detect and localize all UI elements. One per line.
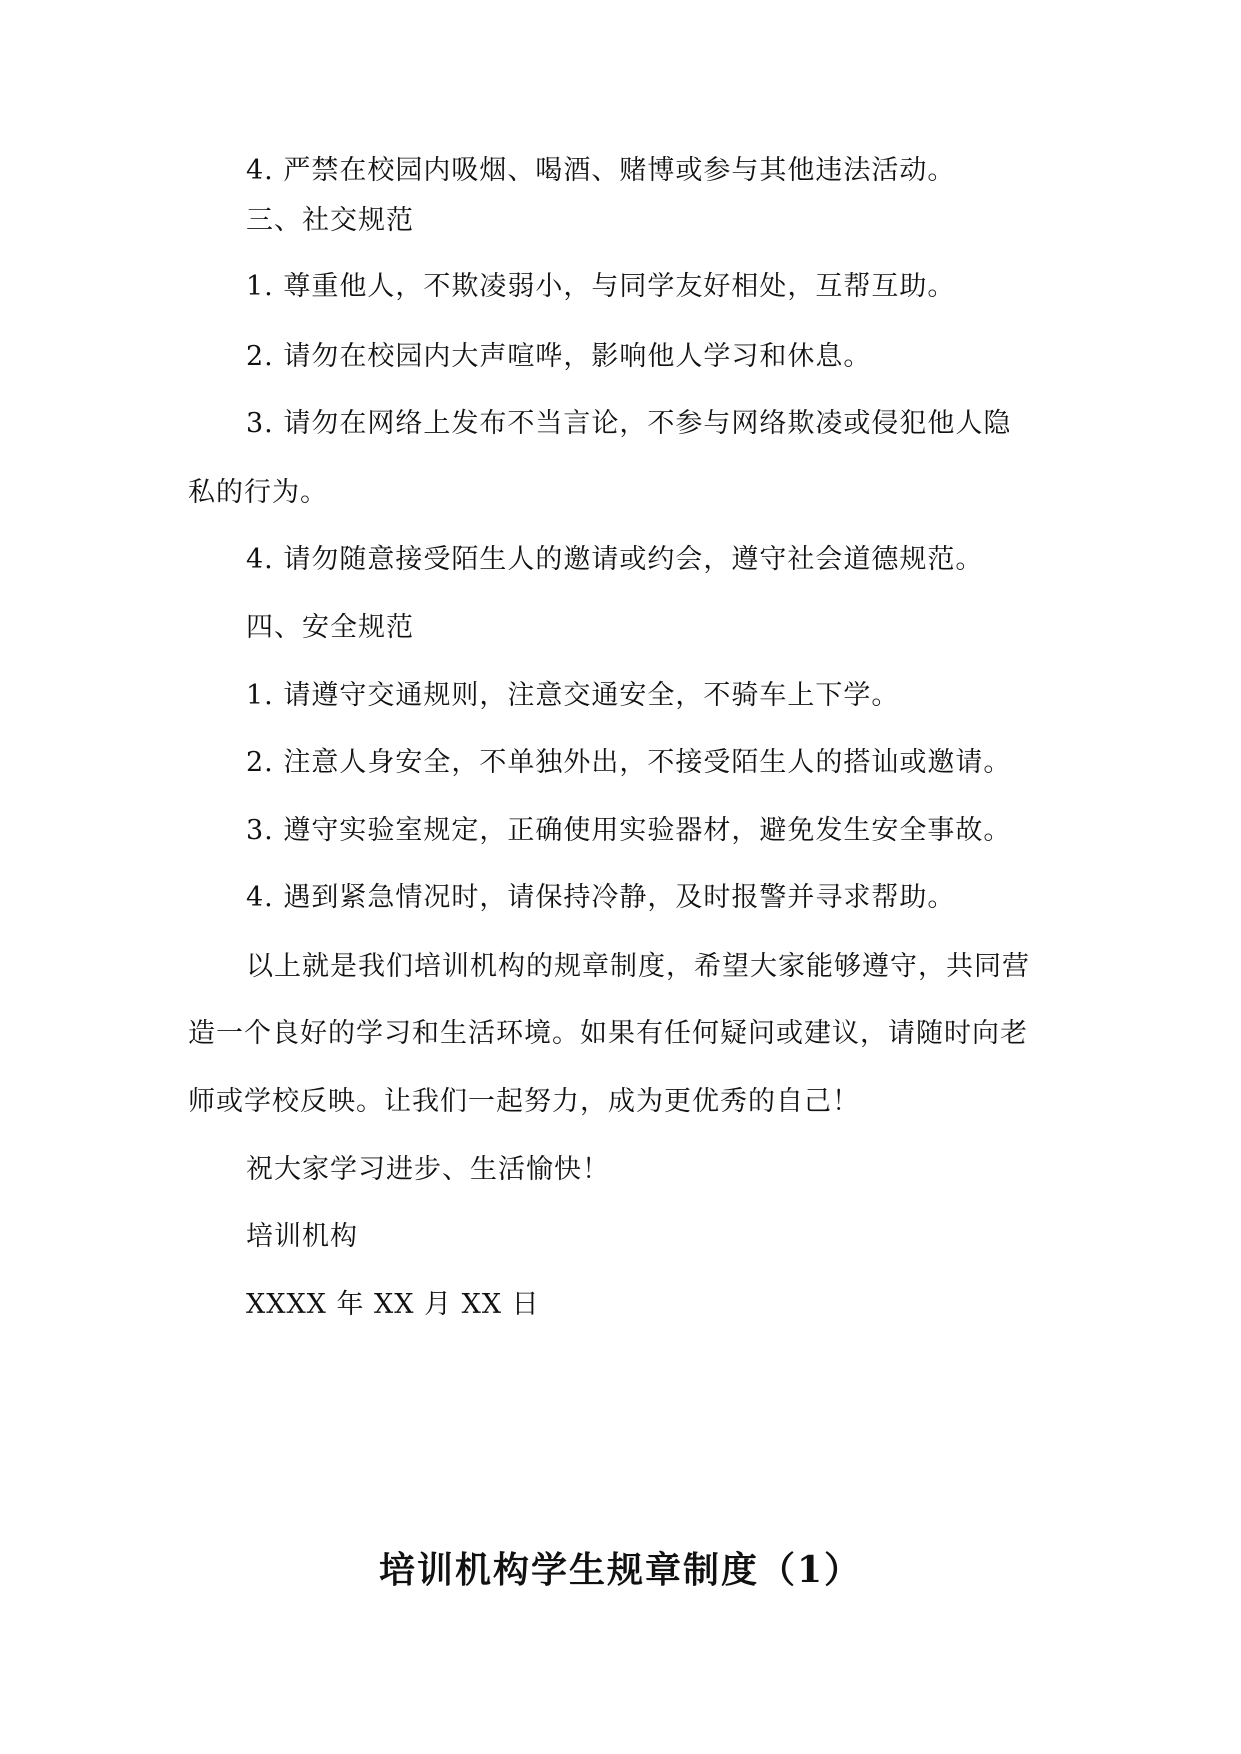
- section-heading-social: 三、社交规范: [246, 205, 414, 236]
- document-title: 培训机构学生规章制度（1）: [378, 1549, 863, 1591]
- text-line: 1. 请遵守交通规则，注意交通安全，不骑车上下学。: [246, 680, 900, 711]
- text-line: 私的行为。: [188, 477, 328, 508]
- text-line: 4. 遇到紧急情况时，请保持冷静，及时报警并寻求帮助。: [246, 882, 956, 913]
- text-line: 1. 尊重他人，不欺凌弱小，与同学友好相处，互帮互助。: [246, 271, 956, 302]
- text-line: 4. 请勿随意接受陌生人的邀请或约会，遵守社会道德规范。: [246, 544, 984, 575]
- signature-organization: 培训机构: [246, 1221, 358, 1252]
- text-line: 2. 请勿在校园内大声喧哗，影响他人学习和休息。: [246, 341, 872, 372]
- text-line: 3. 请勿在网络上发布不当言论，不参与网络欺凌或侵犯他人隐: [246, 408, 1012, 439]
- text-line: 4. 严禁在校园内吸烟、喝酒、赌博或参与其他违法活动。: [246, 155, 956, 186]
- text-line: 师或学校反映。让我们一起努力，成为更优秀的自己！: [188, 1086, 860, 1117]
- text-line: 3. 遵守实验室规定，正确使用实验器材，避免发生安全事故。: [246, 815, 1012, 846]
- section-heading-safety: 四、安全规范: [246, 612, 414, 643]
- text-line: 造一个良好的学习和生活环境。如果有任何疑问或建议，请随时向老: [188, 1018, 1028, 1049]
- closing-wish: 祝大家学习进步、生活愉快！: [246, 1154, 610, 1185]
- signature-date: XXXX 年 XX 月 XX 日: [246, 1289, 540, 1320]
- text-line: 以上就是我们培训机构的规章制度，希望大家能够遵守，共同营: [246, 951, 1030, 982]
- text-line: 2. 注意人身安全，不单独外出，不接受陌生人的搭讪或邀请。: [246, 747, 1012, 778]
